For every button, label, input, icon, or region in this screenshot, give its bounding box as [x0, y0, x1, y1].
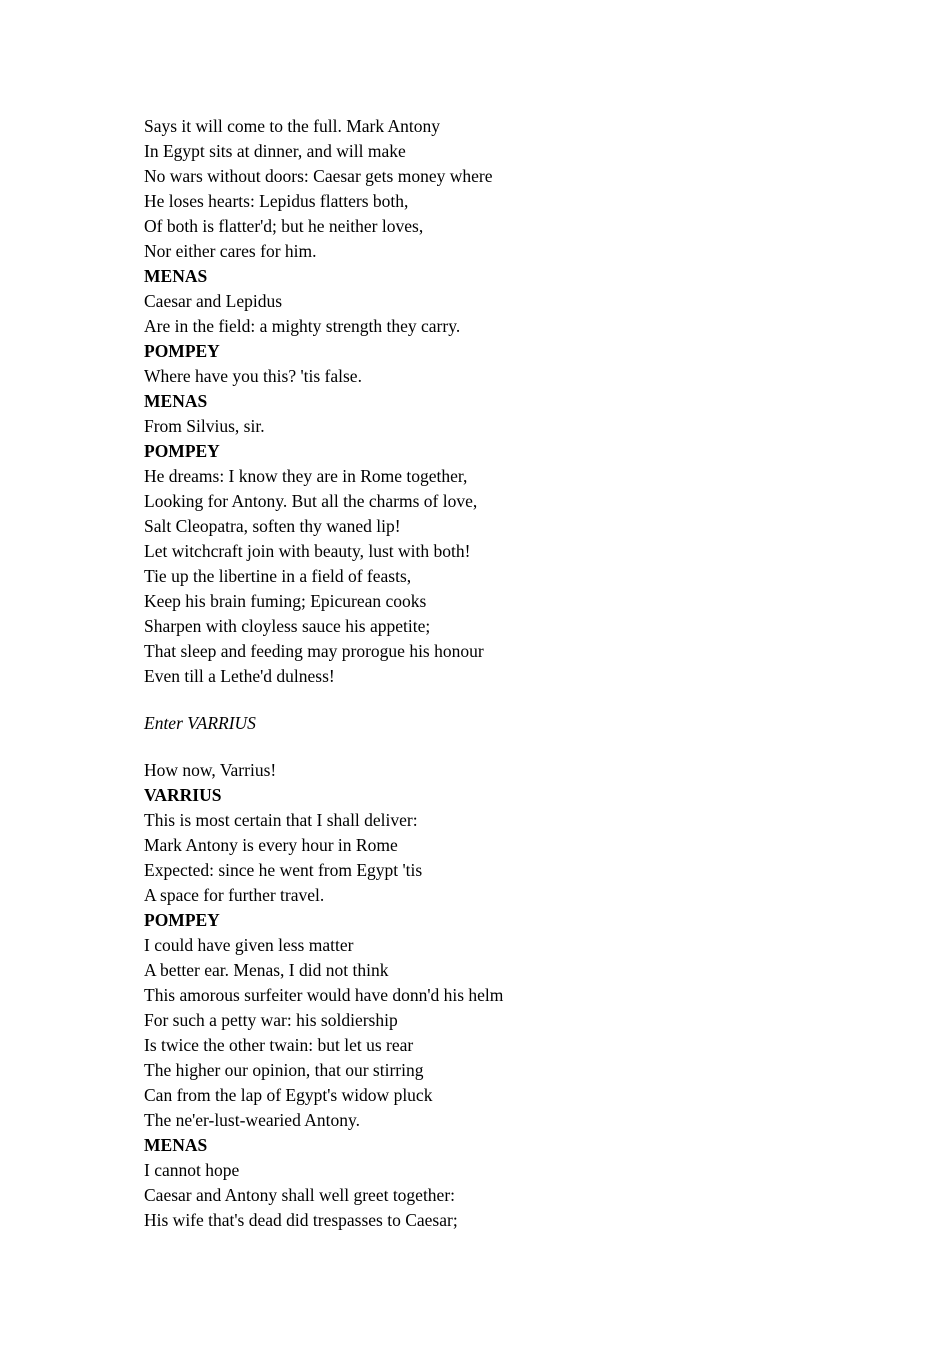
verse-line: Keep his brain fuming; Epicurean cooks	[144, 591, 427, 611]
verse-line: He dreams: I know they are in Rome together,	[144, 466, 468, 486]
verse-line: Salt Cleopatra, soften thy waned lip!	[144, 516, 401, 536]
verse-line: Expected: since he went from Egypt 'tis	[144, 860, 423, 880]
speaker-name: MENAS	[144, 391, 208, 411]
verse-line: Looking for Antony. But all the charms of love,	[144, 491, 478, 511]
verse-line: Can from the lap of Egypt's widow pluck	[144, 1085, 433, 1105]
verse-line: How now, Varrius!	[144, 760, 277, 780]
verse-line: In Egypt sits at dinner, and will make	[144, 141, 406, 161]
stage-direction: Enter VARRIUS	[144, 713, 256, 733]
speaker-name: MENAS	[144, 266, 208, 286]
verse-line: A space for further travel.	[144, 885, 325, 905]
verse-line: I cannot hope	[144, 1160, 240, 1180]
verse-line: The higher our opinion, that our stirring	[144, 1060, 424, 1080]
verse-line: His wife that's dead did trespasses to Caesar;	[144, 1210, 458, 1230]
speaker-name: POMPEY	[144, 441, 220, 461]
verse-line: For such a petty war: his soldiership	[144, 1010, 398, 1030]
verse-line: Are in the field: a mighty strength they carry.	[144, 316, 461, 336]
verse-line: Even till a Lethe'd dulness!	[144, 666, 335, 686]
verse-line: Let witchcraft join with beauty, lust with both!	[144, 541, 471, 561]
play-text	[144, 114, 844, 1233]
verse-line: This is most certain that I shall deliver:	[144, 810, 418, 830]
verse-line: No wars without doors: Caesar gets money where	[144, 166, 493, 186]
verse-line: A better ear. Menas, I did not think	[144, 960, 389, 980]
verse-line: Says it will come to the full. Mark Antony	[144, 116, 441, 136]
verse-line: That sleep and feeding may prorogue his honour	[144, 641, 484, 661]
speaker-name: VARRIUS	[144, 785, 222, 805]
verse-line: Nor either cares for him.	[144, 241, 317, 261]
speaker-name: POMPEY	[144, 341, 220, 361]
verse-line: Where have you this? 'tis false.	[144, 366, 362, 386]
verse-line: The ne'er-lust-wearied Antony.	[144, 1110, 360, 1130]
verse-line: Mark Antony is every hour in Rome	[144, 835, 398, 855]
speaker-name: POMPEY	[144, 910, 220, 930]
verse-line: From Silvius, sir.	[144, 416, 265, 436]
verse-line: Tie up the libertine in a field of feasts,	[144, 566, 412, 586]
verse-line: I could have given less matter	[144, 935, 354, 955]
verse-line: Is twice the other twain: but let us rear	[144, 1035, 414, 1055]
verse-line: Of both is flatter'd; but he neither loves,	[144, 216, 424, 236]
verse-line: Caesar and Lepidus	[144, 291, 283, 311]
verse-line: This amorous surfeiter would have donn'd his helm	[144, 985, 504, 1005]
verse-line: Sharpen with cloyless sauce his appetite;	[144, 616, 431, 636]
verse-line: He loses hearts: Lepidus flatters both,	[144, 191, 409, 211]
verse-line: Caesar and Antony shall well greet together:	[144, 1185, 456, 1205]
speaker-name: MENAS	[144, 1135, 208, 1155]
